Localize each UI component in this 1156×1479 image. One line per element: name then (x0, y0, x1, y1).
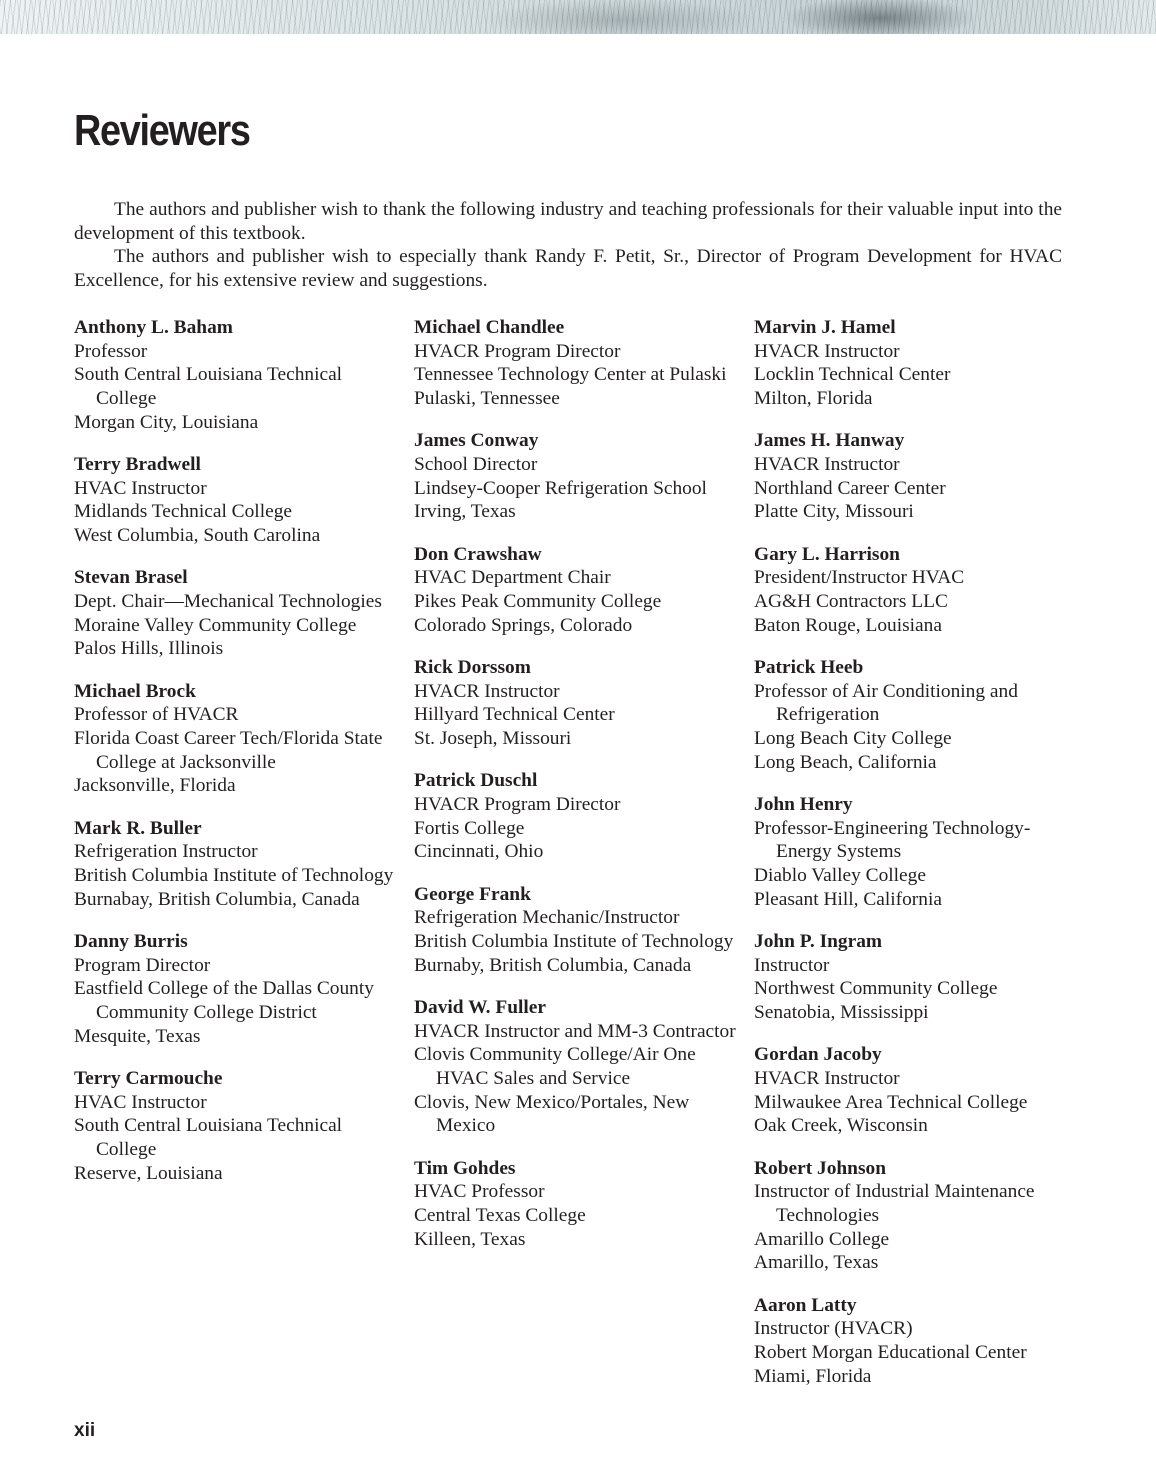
reviewer-entry (414, 429, 744, 524)
reviewer-entry (754, 1043, 1084, 1138)
reviewer-name: Mark R. Buller (74, 817, 202, 839)
reviewer-institution: Clovis Community College/Air One HVAC Sales and Service (414, 1044, 696, 1089)
reviewer-title: President/Instructor HVAC (754, 567, 965, 589)
reviewer-name: Michael Brock (74, 680, 196, 702)
reviewer-name: James Conway (414, 430, 539, 452)
reviewer-name: Gordan Jacoby (754, 1044, 882, 1066)
reviewer-title: Professor-Engineering Technology-Energy Systems (754, 817, 1031, 863)
reviewer-location: Palos Hills, Illinois (74, 638, 224, 660)
reviewer-institution: Locklin Technical Center (754, 364, 951, 386)
page-number: xii (74, 1420, 96, 1441)
reviewer-institution: Amarillo College (754, 1228, 890, 1250)
reviewer-institution: Fortis College (414, 817, 525, 839)
reviewer-location: Morgan City, Louisiana (74, 411, 259, 433)
reviewer-name: Patrick Duschl (414, 770, 538, 792)
reviewer-location: Burnabay, British Columbia, Canada (74, 888, 360, 910)
reviewer-institution: South Central Louisiana Technical College (74, 1115, 343, 1161)
reviewer-entry (414, 1157, 744, 1252)
reviewer-title: HVAC Instructor (74, 1091, 207, 1113)
reviewer-title: School Director (414, 454, 538, 476)
reviewer-column-1 (74, 316, 404, 1204)
reviewer-title: HVACR Instructor (754, 1067, 900, 1089)
reviewer-title: Professor (74, 340, 148, 362)
reviewer-name: Tim Gohdes (414, 1157, 516, 1179)
reviewer-entry (74, 453, 404, 548)
reviewer-entry (74, 930, 404, 1049)
reviewer-institution: Florida Coast Career Tech/Florida State College at Jacksonville (74, 728, 383, 773)
reviewer-title: Instructor (HVACR) (754, 1318, 913, 1340)
reviewer-name: Aaron Latty (754, 1294, 857, 1316)
reviewer-institution: Long Beach City College (754, 728, 952, 750)
reviewer-name: Danny Burris (74, 930, 188, 952)
intro-paragraph: The authors and publisher wish to especially thank Randy F. Petit, Sr., Director of Program Development for HVAC Excellence, for his extensive review and suggestions. (74, 246, 1062, 291)
reviewer-institution: Robert Morgan Educational Center (754, 1342, 1027, 1364)
reviewer-institution: Milwaukee Area Technical College (754, 1091, 1028, 1113)
intro-text (74, 198, 1062, 292)
reviewer-entry (754, 1157, 1084, 1276)
reviewer-entry (414, 883, 744, 978)
reviewer-title: Refrigeration Mechanic/Instructor (414, 907, 680, 929)
reviewer-location: Irving, Texas (414, 501, 516, 523)
reviewer-title: Program Director (74, 954, 211, 976)
reviewer-location: Reserve, Louisiana (74, 1162, 223, 1184)
reviewer-institution: Diablo Valley College (754, 865, 926, 887)
reviewer-entry (754, 930, 1084, 1025)
reviewer-title: Instructor of Industrial Maintenance Technologies (754, 1181, 1035, 1226)
reviewer-entry (414, 656, 744, 751)
reviewer-name: Patrick Heeb (754, 656, 864, 678)
reviewer-name: Robert Johnson (754, 1157, 886, 1179)
reviewer-institution: Eastfield College of the Dallas County Community College District (74, 978, 374, 1024)
reviewer-institution: Pikes Peak Community College (414, 591, 662, 613)
reviewer-name: Terry Bradwell (74, 454, 201, 476)
reviewer-name: Marvin J. Hamel (754, 317, 896, 338)
reviewer-title: HVACR Instructor and MM-3 Contractor (414, 1020, 736, 1042)
reviewer-location: Baton Rouge, Louisiana (754, 614, 942, 636)
reviewer-title: Professor of HVACR (74, 704, 239, 726)
page-title: Reviewers (74, 106, 250, 155)
reviewer-location: Pulaski, Tennessee (414, 388, 560, 410)
reviewer-name: Michael Chandlee (414, 317, 565, 338)
reviewer-location: Senatobia, Mississippi (754, 1002, 929, 1024)
reviewer-name: John P. Ingram (754, 930, 883, 952)
reviewer-location: Miami, Florida (754, 1365, 872, 1387)
reviewer-entry (414, 769, 744, 864)
reviewer-entry (754, 793, 1084, 912)
reviewer-institution: South Central Louisiana Technical College (74, 364, 343, 410)
reviewer-institution: AG&H Contractors LLC (754, 591, 948, 613)
reviewer-institution: Northwest Community College (754, 978, 998, 1000)
reviewer-location: Killeen, Texas (414, 1228, 526, 1250)
reviewer-name: Anthony L. Baham (74, 317, 233, 338)
reviewer-location: St. Joseph, Missouri (414, 728, 572, 750)
reviewer-title: HVACR Instructor (754, 340, 900, 362)
reviewer-entry (74, 566, 404, 661)
reviewer-entry (414, 316, 744, 411)
reviewer-location: Milton, Florida (754, 388, 873, 410)
reviewer-column-2 (414, 316, 744, 1270)
reviewer-institution: Tennessee Technology Center at Pulaski (414, 364, 727, 386)
reviewer-institution: Northland Career Center (754, 477, 946, 499)
reviewer-location: Amarillo, Texas (754, 1252, 879, 1274)
reviewer-institution: Central Texas College (414, 1205, 586, 1226)
reviewer-name: Stevan Brasel (74, 567, 188, 589)
reviewer-name: Terry Carmouche (74, 1067, 223, 1089)
reviewer-title: HVACR Program Director (414, 793, 621, 815)
reviewer-entry (74, 316, 404, 435)
reviewer-location: Oak Creek, Wisconsin (754, 1115, 928, 1137)
intro-paragraph: The authors and publisher wish to thank the following industry and teaching professionals for their valuable input into the development of this textbook. (74, 199, 1062, 244)
reviewer-title: HVAC Department Chair (414, 567, 611, 589)
reviewer-location: Colorado Springs, Colorado (414, 614, 633, 636)
reviewer-location: Jacksonville, Florida (74, 775, 236, 797)
reviewer-location: Platte City, Missouri (754, 501, 914, 523)
reviewer-location: Burnaby, British Columbia, Canada (414, 954, 692, 976)
reviewer-location: Mesquite, Texas (74, 1025, 201, 1047)
reviewer-entry (754, 1294, 1084, 1389)
reviewer-entry (414, 543, 744, 638)
reviewer-entry (754, 543, 1084, 638)
reviewer-name: John Henry (754, 793, 853, 815)
reviewer-institution: British Columbia Institute of Technology (74, 865, 394, 887)
reviewer-title: HVAC Professor (414, 1181, 545, 1203)
reviewer-name: George Frank (414, 883, 531, 905)
reviewer-institution: British Columbia Institute of Technology (414, 930, 734, 952)
reviewer-title: Instructor (754, 954, 830, 976)
reviewer-name: Gary L. Harrison (754, 543, 900, 565)
reviewer-title: HVACR Program Director (414, 340, 621, 362)
reviewer-entry (414, 996, 744, 1138)
reviewer-entry (74, 680, 404, 799)
reviewer-location: West Columbia, South Carolina (74, 525, 321, 547)
reviewer-title: HVACR Instructor (414, 680, 560, 702)
reviewer-name: Rick Dorssom (414, 656, 531, 678)
reviewer-name: Don Crawshaw (414, 543, 542, 565)
reviewer-institution: Midlands Technical College (74, 501, 292, 523)
reviewer-institution: Hillyard Technical Center (414, 704, 615, 726)
reviewer-location: Long Beach, California (754, 751, 937, 773)
reviewer-entry (754, 656, 1084, 775)
reviewer-institution: Lindsey-Cooper Refrigeration School (414, 477, 707, 499)
reviewer-entry (74, 817, 404, 912)
reviewer-title: HVACR Instructor (754, 454, 900, 476)
reviewer-location: Pleasant Hill, California (754, 888, 942, 910)
reviewer-title: Professor of Air Conditioning and Refrigeration (754, 680, 1018, 726)
reviewer-title: HVAC Instructor (74, 477, 207, 499)
reviewer-location: Cincinnati, Ohio (414, 841, 544, 863)
reviewer-entry (754, 429, 1084, 524)
reviewer-column-3 (754, 316, 1084, 1407)
reviewer-entry (754, 316, 1084, 411)
reviewer-title: Dept. Chair—Mechanical Technologies (74, 591, 382, 613)
header-texture-band (0, 0, 1156, 34)
reviewer-location: Clovis, New Mexico/Portales, New Mexico (414, 1091, 690, 1137)
reviewer-institution: Moraine Valley Community College (74, 614, 357, 636)
reviewer-name: David W. Fuller (414, 996, 546, 1018)
reviewer-name: James H. Hanway (754, 430, 905, 452)
reviewer-title: Refrigeration Instructor (74, 841, 258, 863)
reviewer-entry (74, 1067, 404, 1186)
